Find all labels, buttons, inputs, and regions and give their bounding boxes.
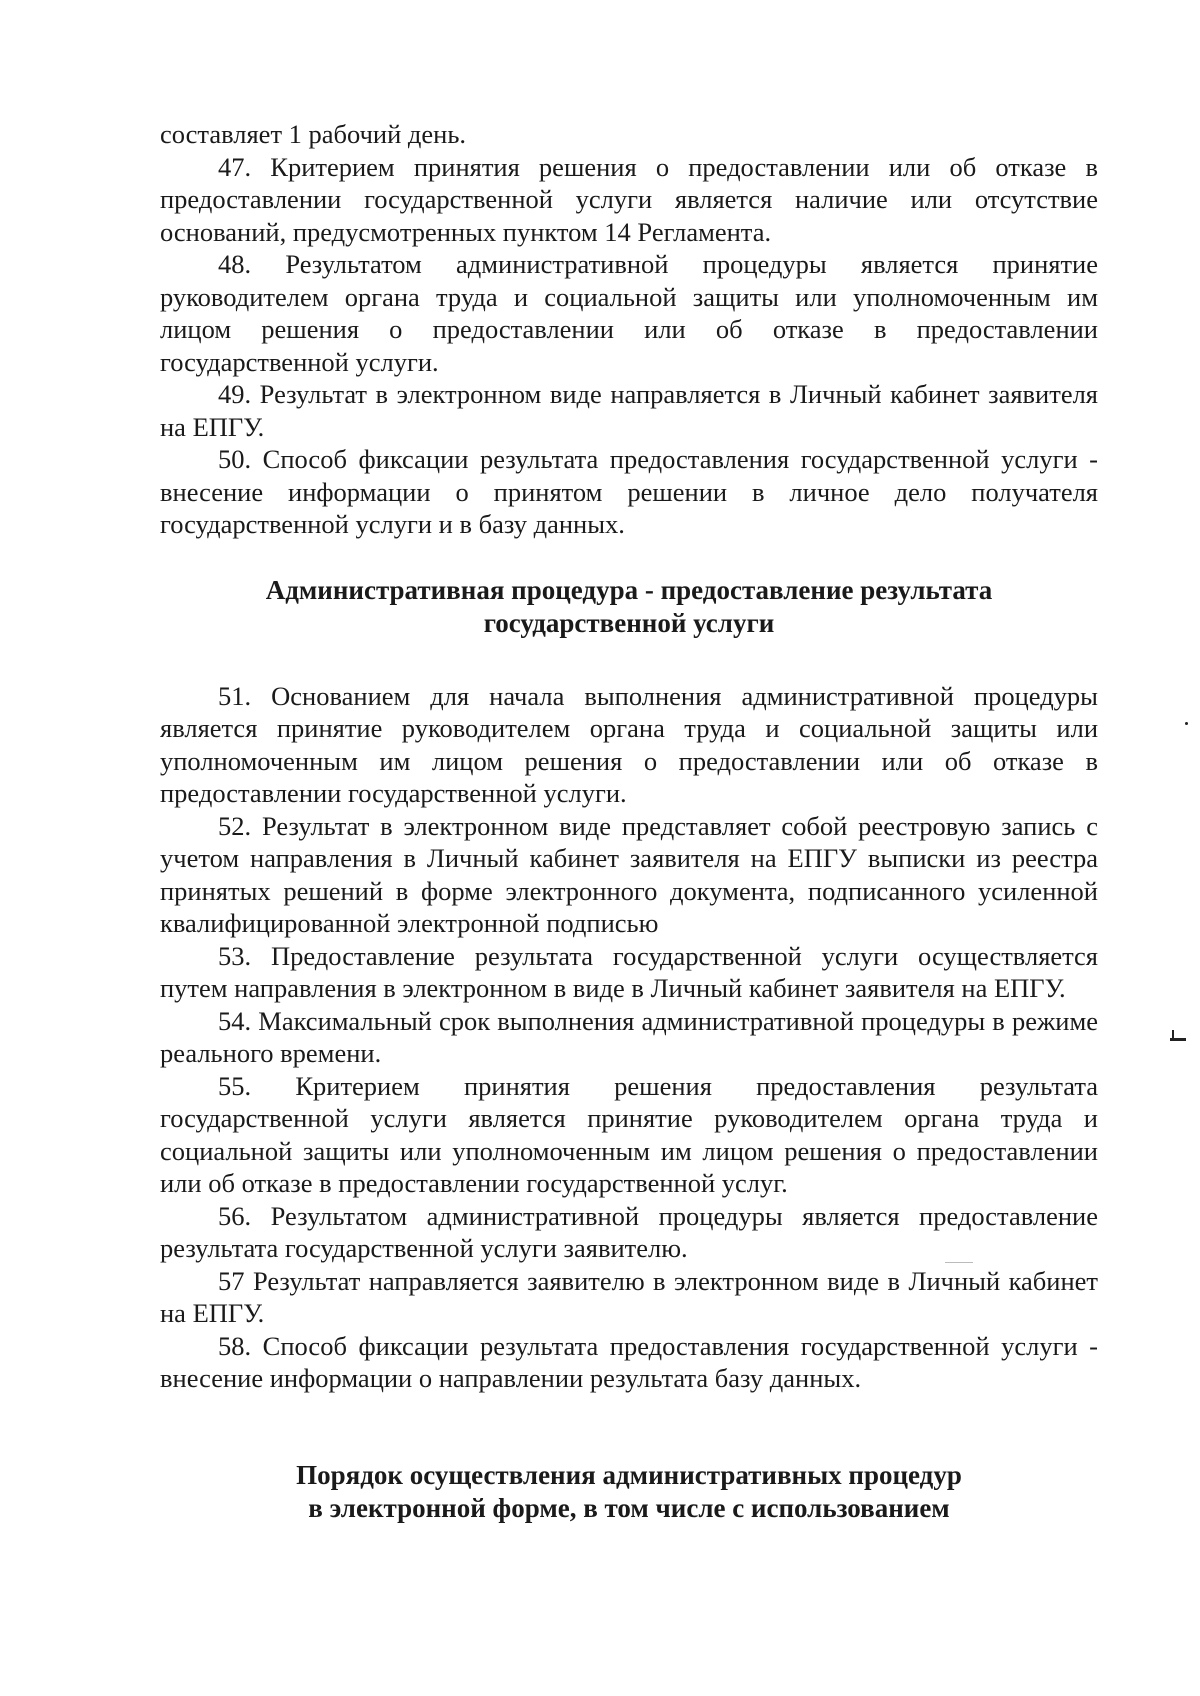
paragraph-50: 50. Способ фиксации результата предоставления государственной услуги - внесение информации о принятом решении в личное дело получателя государственной услуги и в базу данных. [160,444,1098,539]
paragraph-58: 58. Способ фиксации результата предоставления государственной услуги - внесение информации о направлении результата базу данных. [160,1330,1098,1393]
paragraph-57: 57 Результат направляется заявителю в электронном виде в Личный кабинет на ЕПГУ. [160,1265,1098,1328]
scan-artifact-speck [945,1262,973,1263]
paragraph-47: 47. Критерием принятия решения о предоставлении или об отказе в предоставлении государственной услуги является наличие или отсутствие оснований, предусмотренных пунктом 14 Регламента. [160,151,1098,247]
scan-artifact-dash [1170,1038,1186,1041]
section-decision [160,118,1098,541]
heading-line: Порядок осуществления административных процедур [296,1459,962,1490]
paragraph-49: 49. Результат в электронном виде направляется в Личный кабинет заявителя на ЕПГУ. [160,379,1098,442]
paragraph-48: 48. Результатом административной процедуры является принятие руководителем органа труда и социальной защиты или уполномоченным им лицом решения о предоставлении или об отказе в предоставлении государственной услуги. [160,249,1098,377]
section-result-delivery [160,680,1098,1395]
heading-line: государственной услуги [483,607,775,638]
section-heading-result-delivery [160,574,1098,640]
paragraph-54: 54. Максимальный срок выполнения административной процедуры в режиме реального времени. [160,1005,1098,1068]
paragraph-52: 52. Результат в электронном виде представляет собой реестровую запись с учетом направления в Личный кабинет заявителя на ЕПГУ выписки из реестра принятых решений в форме электронного документа, подписанного усиленной квалифицированной электронной подписью [160,810,1098,938]
heading-line: в электронной форме, в том числе с использованием [308,1492,950,1523]
paragraph-55: 55. Критерием принятия решения предоставления результата государственной услуги является принятие руководителем органа труда и социальной защиты или уполномоченным им лицом решения о предоставлении или об отказе в предоставлении государственной услуг. [160,1070,1098,1198]
heading-line: Административная процедура - предоставление результата [265,574,993,605]
section-heading-electronic-procedures [160,1459,1098,1525]
paragraph-56: 56. Результатом административной процедуры является предоставление результата государственной услуги заявителю. [160,1200,1098,1263]
paragraph-51: 51. Основанием для начала выполнения административной процедуры является принятие руководителем органа труда и социальной защиты или уполномоченным им лицом решения о предоставлении или об отказе в предоставлении государственной услуги. [160,680,1098,808]
scan-artifact-dot [1185,722,1188,725]
paragraph-53: 53. Предоставление результата государственной услуги осуществляется путем направления в электронном в виде в Личный кабинет заявителя на ЕПГУ. [160,940,1098,1003]
paragraph-continuation: составляет 1 рабочий день. [160,119,467,149]
document-body [160,118,1098,1525]
